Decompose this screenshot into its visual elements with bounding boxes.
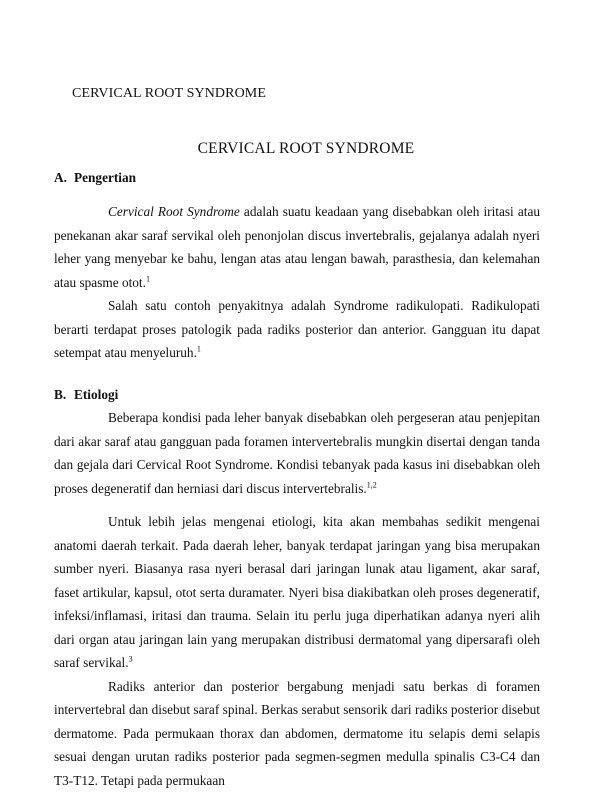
paragraph-text: Beberapa kondisi pada leher banyak disebabkan oleh pergeseran atau penjepitan dari akar saraf atau gangguan pada foramen intervertebralis mungkin disertai dengan tanda dan gejala dari Cervical Root Syndrome. Kondisi tebanyak pada kasus ini disebabkan oleh proses degeneratif dan herniasi dari discus intervertebralis.: [54, 410, 540, 496]
citation-ref: 1,2: [366, 480, 377, 490]
citation-ref: 1: [196, 344, 201, 354]
section-title: Pengertian: [74, 170, 137, 185]
section-heading: [54, 170, 540, 186]
section-heading: [54, 387, 540, 403]
paragraph-text: Salah satu contoh penyakitnya adalah Syndrome radikulopati. Radikulopati berarti terdapat proses patologik pada radiks posterior dan anterior. Gangguan itu dapat setempat atau menyeluruh.: [54, 298, 540, 360]
citation-ref: 1: [145, 274, 150, 284]
section-letter: A.: [54, 170, 67, 185]
section-pengertian: [54, 170, 540, 365]
italic-term: Cervical Root Syndrome: [108, 204, 240, 219]
document-main-title: CERVICAL ROOT SYNDROME: [197, 140, 415, 157]
section-title: Etiologi: [74, 387, 119, 402]
paragraph: [54, 406, 540, 500]
paragraph: [54, 294, 540, 365]
paragraph: [54, 510, 540, 675]
paragraph: [54, 675, 540, 792]
paragraph-text: Untuk lebih jelas mengenai etiologi, kita akan membahas sedikit mengenai anatomi daerah terkait. Pada daerah leher, banyak terdapat jaringan yang bisa merupakan sumber nyeri. Biasanya rasa nyeri berasal dari jaringan lunak atau ligament, akar saraf, faset artikular, kapsul, otot serta duramater. Nyeri bisa diakibatkan oleh proses degeneratif, infeksi/inflamasi, iritasi dan trauma. Selain itu perlu juga diperhatikan adanya nyeri alih dari organ atau jaringan lain yang merupakan distribusi dermatomal yang dipersarafi oleh saraf servikal.: [54, 514, 540, 670]
paragraph-text: adalah suatu keadaan yang disebabkan oleh iritasi atau penekanan akar saraf servikal oleh penonjolan discus invertebralis, gejalanya adalah nyeri leher yang menyebar ke bahu, lengan atas atau lengan bawah, parasthesia, dan kelemahan atau spasme otot.: [54, 204, 540, 290]
section-letter: B.: [54, 387, 67, 402]
paragraph-text: Radiks anterior dan posterior bergabung menjadi satu berkas di foramen intervertebral dan disebut saraf spinal. Berkas serabut sensorik dari radiks posterior disebut dermatome. Pada permukaan thorax dan abdomen, dermatome itu selapis demi selapis sesuai dengan urutan radiks posterior pada segmen-segmen medulla spinalis C3-C4 dan T3-T12. Tetapi pada permukaan: [54, 678, 540, 788]
document-header-title: CERVICAL ROOT SYNDROME: [72, 86, 266, 101]
paragraph: [54, 200, 540, 294]
citation-ref: 3: [128, 654, 133, 664]
section-etiologi: [54, 387, 540, 792]
